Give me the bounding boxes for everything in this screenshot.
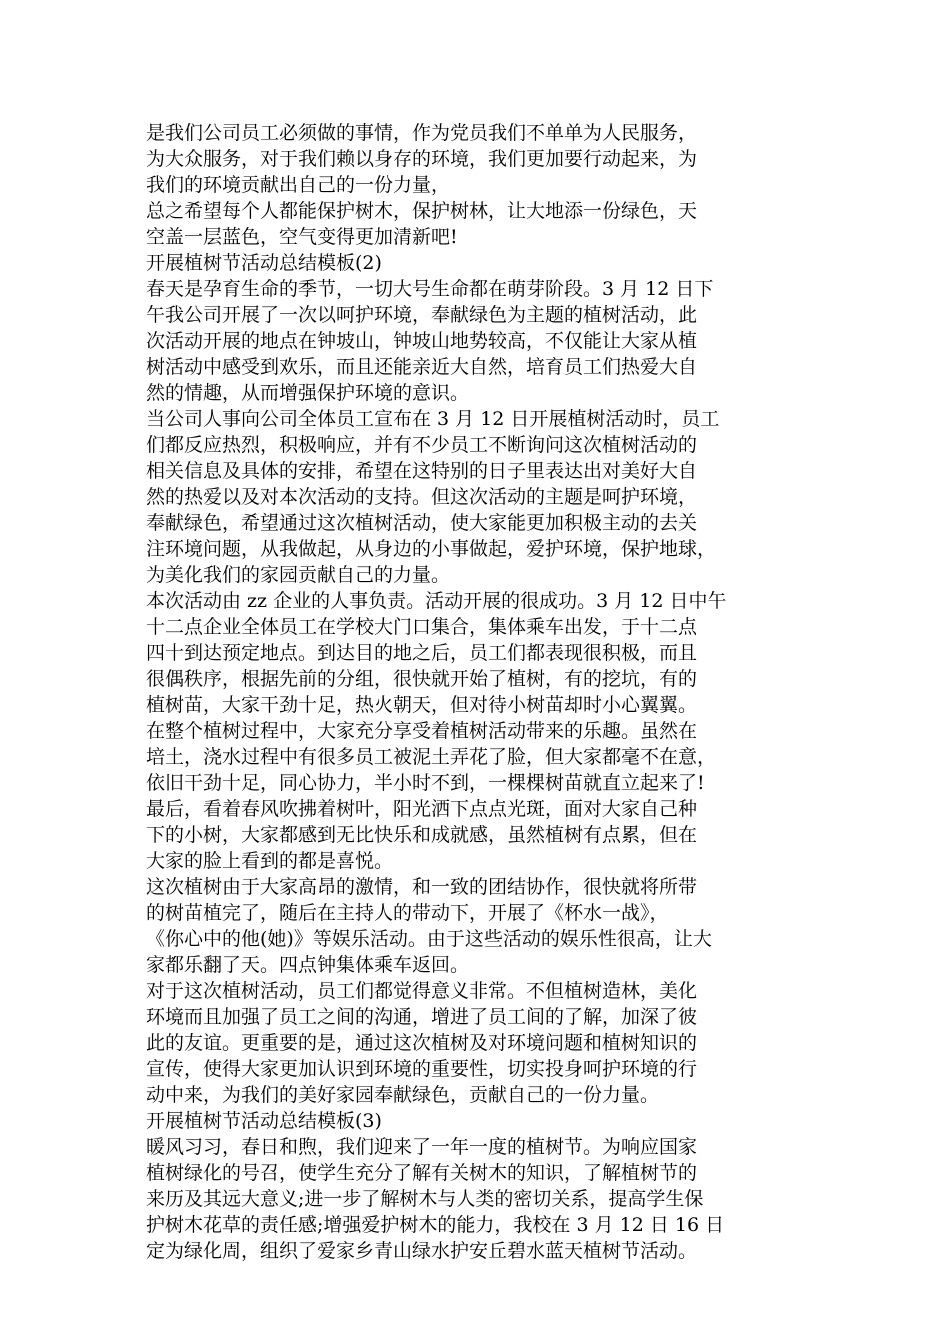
text-line: 对于这次植树活动，员工们都觉得意义非常。不但植树造林，美化 [146, 980, 698, 1002]
text-line: 午我公司开展了一次以呵护环境，奉献绿色为主题的植树活动，此 [146, 304, 698, 326]
text-line: 十二点企业全体员工在学校大门口集合，集体乘车出发，于十二点 [146, 616, 698, 638]
text-line: 本次活动由 zz 企业的人事负责。活动开展的很成功。3 月 12 日中午 [146, 590, 727, 612]
text-line: 植树绿化的号召，使学生充分了解有关树木的知识，了解植树节的 [146, 1162, 698, 1184]
text-line: 空盖一层蓝色，空气变得更加清新吧! [146, 226, 458, 248]
text-line: 这次植树由于大家高昂的激情，和一致的团结协作，很快就将所带 [146, 876, 698, 898]
section-heading: 开展植树节活动总结模板(2) [146, 252, 382, 274]
text-line: 春天是孕育生命的季节，一切大号生命都在萌芽阶段。3 月 12 日下 [146, 278, 714, 300]
text-line: 为大众服务，对于我们赖以身存的环境，我们更加要行动起来，为 [146, 148, 698, 170]
text-line: 当公司人事向公司全体员工宣布在 3 月 12 日开展植树活动时，员工 [146, 408, 720, 430]
text-line: 植树苗，大家干劲十足，热火朝天，但对待小树苗却时小心翼翼。 [146, 694, 698, 716]
text-line: 大家的脸上看到的都是喜悦。 [146, 850, 394, 872]
text-line: 家都乐翻了天。四点钟集体乘车返回。 [146, 954, 470, 976]
text-line: 《你心中的他(她)》等娱乐活动。由于这些活动的娱乐性很高，让大 [146, 928, 712, 950]
document-page [146, 120, 806, 1264]
text-line: 依旧干劲十足，同心协力，半小时不到，一棵棵树苗就直立起来了! [146, 772, 705, 794]
section-heading: 开展植树节活动总结模板(3) [146, 1110, 382, 1132]
text-line: 然的热爱以及对本次活动的支持。但这次活动的主题是呵护环境， [146, 486, 698, 508]
text-line: 宣传，使得大家更加认识到环境的重要性，切实投身呵护环境的行 [146, 1058, 698, 1080]
text-line: 然的情趣，从而增强保护环境的意识。 [146, 382, 470, 404]
text-line: 的树苗植完了，随后在主持人的带动下，开展了《杯水一战》， [146, 902, 669, 924]
text-line: 我们的环境贡献出自己的一份力量， [146, 174, 451, 196]
text-line: 树活动中感受到欢乐，而且还能亲近大自然，培育员工们热爱大自 [146, 356, 698, 378]
text-line: 很偶秩序，根据先前的分组，很快就开始了植树，有的挖坑，有的 [146, 668, 698, 690]
text-line: 护树木花草的责任感;增强爱护树木的能力，我校在 3 月 12 日 16 日 [146, 1214, 725, 1236]
text-line: 环境而且加强了员工之间的沟通，增进了员工间的了解，加深了彼 [146, 1006, 698, 1028]
text-line: 最后，看着春风吹拂着树叶，阳光洒下点点光斑，面对大家自己种 [146, 798, 698, 820]
text-line: 注环境问题，从我做起，从身边的小事做起，爱护环境，保护地球， [146, 538, 717, 560]
text-line: 此的友谊。更重要的是，通过这次植树及对环境问题和植树知识的 [146, 1032, 698, 1054]
text-line: 总之希望每个人都能保护树木，保护树林，让大地添一份绿色，天 [146, 200, 698, 222]
text-line: 来历及其远大意义;进一步了解树木与人类的密切关系，提高学生保 [146, 1188, 704, 1210]
text-line: 次活动开展的地点在钟坡山，钟坡山地势较高，不仅能让大家从植 [146, 330, 698, 352]
text-line: 相关信息及具体的安排，希望在这特别的日子里表达出对美好大自 [146, 460, 698, 482]
text-line: 是我们公司员工必须做的事情，作为党员我们不单单为人民服务， [146, 122, 698, 144]
text-line: 定为绿化周，组织了爱家乡青山绿水护安丘碧水蓝天植树节活动。 [146, 1240, 698, 1262]
text-line: 在整个植树过程中，大家充分享受着植树活动带来的乐趣。虽然在 [146, 720, 698, 742]
text-line: 下的小树，大家都感到无比快乐和成就感，虽然植树有点累，但在 [146, 824, 698, 846]
text-line: 们都反应热烈，积极响应，并有不少员工不断询问这次植树活动的 [146, 434, 698, 456]
text-line: 为美化我们的家园贡献自己的力量。 [146, 564, 451, 586]
text-line: 动中来，为我们的美好家园奉献绿色，贡献自己的一份力量。 [146, 1084, 660, 1106]
text-line: 奉献绿色，希望通过这次植树活动，使大家能更加积极主动的去关 [146, 512, 698, 534]
text-line: 暖风习习，春日和煦，我们迎来了一年一度的植树节。为响应国家 [146, 1136, 698, 1158]
text-line: 四十到达预定地点。到达目的地之后，员工们都表现很积极，而且 [146, 642, 698, 664]
text-line: 培土，浇水过程中有很多员工被泥土弄花了脸，但大家都毫不在意， [146, 746, 717, 768]
